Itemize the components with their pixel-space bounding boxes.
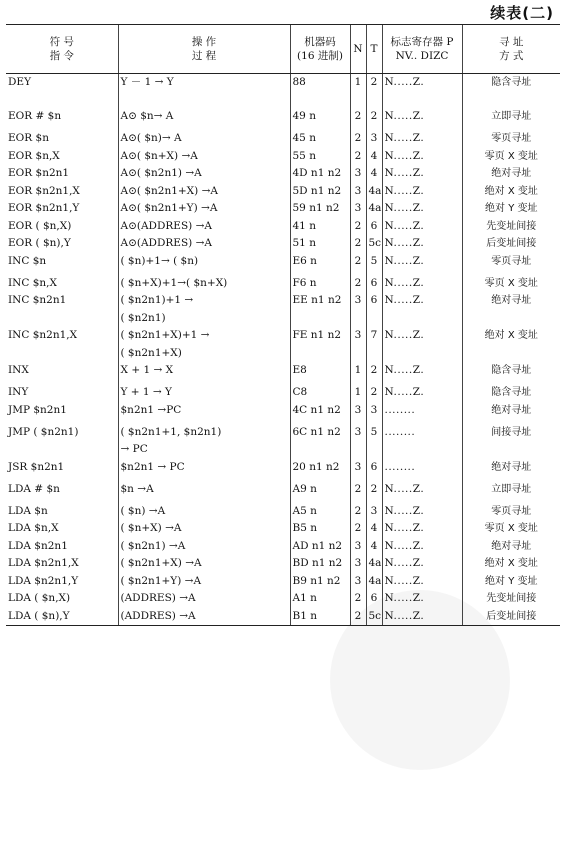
cell-bytes: 2 (350, 148, 366, 166)
table-row (6, 148, 560, 166)
cell-operation: A⊙( $n2n1) →A (118, 165, 290, 183)
table-row (6, 402, 560, 424)
cell-opcode: B1 n (290, 608, 350, 626)
cell-addressing-mode: 后变址间接 (462, 608, 560, 626)
table-row (6, 275, 560, 293)
table-row (6, 503, 560, 521)
cell-symbol: INY (8, 386, 29, 398)
table-row (6, 253, 560, 275)
cell-symbol: INC $n,X (8, 276, 57, 289)
cell-operation: Y + 1 → Y (118, 384, 290, 402)
cell-symbol: JMP $n2n1 (8, 403, 67, 416)
cell-bytes: 3 (350, 424, 366, 459)
header-operation: 操 作 过 程 (118, 25, 290, 74)
cell-addressing-mode: 零页寻址 (462, 130, 560, 148)
header-opcode: 机器码 (16 进制) (290, 25, 350, 74)
cell-symbol: LDA ( $n),Y (6, 608, 118, 626)
cell-symbol: EOR ( $n,X) (8, 219, 72, 232)
cell-addressing-mode: 先变址间接 (462, 590, 560, 608)
cell-symbol: EOR $n (8, 132, 49, 144)
table-row (6, 459, 560, 481)
cell-addressing-mode: 绝对寻址 (462, 402, 560, 424)
cell-cycles: 2 (366, 481, 382, 503)
cell-flags: N.....Z. (382, 590, 462, 608)
cell-flags: N.....Z. (382, 108, 462, 130)
cell-cycles: 3 (366, 402, 382, 424)
cell-cycles: 4a (366, 183, 382, 201)
cell-symbol: DEY (8, 76, 32, 88)
cell-addressing-mode: 绝对 X 变址 (462, 183, 560, 201)
cell-addressing-mode: 立即寻址 (462, 108, 560, 130)
cell-opcode: 5D n1 n2 (290, 183, 350, 201)
header-flags: 标志寄存器 P NV.. DIZC (382, 25, 462, 74)
table-row (6, 200, 560, 218)
cell-flags: N.....Z. (382, 292, 462, 327)
cell-operation: A⊙ $n→ A (118, 108, 290, 130)
table-row (6, 538, 560, 556)
cell-flags: N.....Z. (382, 130, 462, 148)
cell-operation: A⊙(ADDRES) →A (118, 218, 290, 236)
cell-bytes: 1 (350, 362, 366, 384)
continued-table-label: 续表(二) (490, 4, 554, 22)
cell-addressing-mode: 零页 X 变址 (462, 520, 560, 538)
table-row (6, 108, 560, 130)
table-row (6, 130, 560, 148)
cell-operation: ( $n2n1+X) →A (118, 555, 290, 573)
cell-operation: $n2n1 → PC (118, 459, 290, 481)
cell-flags: N.....Z. (382, 327, 462, 362)
cell-operation: ( $n2n1+Y) →A (118, 573, 290, 591)
cell-cycles: 4a (366, 573, 382, 591)
cell-symbol: INC $n2n1,X (8, 329, 78, 341)
cell-opcode: 49 n (290, 108, 350, 130)
cell-flags: N.....Z. (382, 573, 462, 591)
cell-symbol: INX (8, 364, 29, 376)
cell-opcode: 59 n1 n2 (290, 200, 350, 218)
cell-cycles: 6 (366, 590, 382, 608)
cell-opcode: FE n1 n2 (290, 327, 350, 362)
cell-bytes: 3 (350, 292, 366, 327)
cell-bytes: 2 (350, 253, 366, 275)
cell-cycles: 6 (366, 459, 382, 481)
cell-bytes: 2 (350, 218, 366, 236)
cell-bytes: 2 (350, 503, 366, 521)
cell-addressing-mode: 零页寻址 (462, 503, 560, 521)
table-row (6, 608, 560, 626)
cell-bytes: 3 (350, 183, 366, 201)
cell-operation: ( $n+X)+1→( $n+X) (118, 275, 290, 293)
cell-opcode: 20 n1 n2 (290, 459, 350, 481)
cell-symbol: LDA $n (8, 504, 48, 517)
cell-opcode: F6 n (290, 275, 350, 293)
header-t: T (366, 25, 382, 74)
cell-flags: ........ (382, 424, 462, 459)
cell-addressing-mode: 绝对 X 变址 (462, 555, 560, 573)
instruction-table (6, 24, 560, 626)
cell-opcode: 4D n1 n2 (290, 165, 350, 183)
cell-flags: N.....Z. (382, 218, 462, 236)
cell-opcode: 6C n1 n2 (290, 424, 350, 459)
cell-addressing-mode: 隐含寻址 (462, 362, 560, 384)
cell-addressing-mode: 零页 X 变址 (462, 148, 560, 166)
table-row (6, 74, 560, 109)
cell-operation: ( $n+X) →A (118, 520, 290, 538)
cell-opcode: 51 n (290, 235, 350, 253)
cell-addressing-mode: 立即寻址 (462, 481, 560, 503)
cell-flags: N.....Z. (382, 235, 462, 253)
table-row (6, 165, 560, 183)
cell-addressing-mode: 绝对寻址 (462, 292, 560, 327)
cell-opcode: 4C n1 n2 (290, 402, 350, 424)
cell-cycles: 2 (366, 384, 382, 402)
cell-symbol: INC $n2n1 (8, 294, 67, 306)
cell-cycles: 5c (366, 235, 382, 253)
cell-symbol: EOR $n2n1,X (8, 184, 80, 197)
cell-cycles: 7 (366, 327, 382, 362)
cell-symbol: EOR ( $n),Y (8, 237, 71, 249)
cell-bytes: 2 (350, 520, 366, 538)
table-row (6, 573, 560, 591)
cell-bytes: 3 (350, 200, 366, 218)
cell-bytes: 3 (350, 165, 366, 183)
cell-flags: ........ (382, 402, 462, 424)
cell-bytes: 3 (350, 555, 366, 573)
cell-symbol: JMP ( $n2n1) (8, 425, 79, 438)
cell-opcode: A5 n (290, 503, 350, 521)
cell-flags: N.....Z. (382, 481, 462, 503)
cell-operation: ( $n)+1→ ( $n) (118, 253, 290, 275)
cell-addressing-mode: 间接寻址 (462, 424, 560, 459)
table-row (6, 520, 560, 538)
cell-bytes: 2 (350, 108, 366, 130)
cell-bytes: 3 (350, 327, 366, 362)
cell-addressing-mode: 隐含寻址 (462, 74, 560, 109)
cell-cycles: 5 (366, 253, 382, 275)
cell-opcode: AD n1 n2 (290, 538, 350, 556)
table-row (6, 424, 560, 459)
table-row (6, 183, 560, 201)
header-symbol: 符 号 指 令 (6, 25, 118, 74)
cell-bytes: 2 (350, 130, 366, 148)
cell-addressing-mode: 绝对寻址 (462, 538, 560, 556)
table-row (6, 384, 560, 402)
cell-operation: Y － 1 → Y (118, 74, 290, 109)
cell-cycles: 2 (366, 108, 382, 130)
cell-flags: N.....Z. (382, 362, 462, 384)
cell-cycles: 4a (366, 200, 382, 218)
cell-bytes: 2 (350, 481, 366, 503)
header-n: N (350, 25, 366, 74)
cell-symbol: EOR $n2n1 (8, 167, 70, 179)
cell-operation: A⊙( $n)→ A (118, 130, 290, 148)
cell-bytes: 2 (350, 275, 366, 293)
table-row (6, 235, 560, 253)
cell-addressing-mode: 后变址间接 (462, 235, 560, 253)
cell-addressing-mode: 零页 X 变址 (462, 275, 560, 293)
cell-opcode: E8 (290, 362, 350, 384)
table-row (6, 555, 560, 573)
table-row (6, 327, 560, 362)
cell-cycles: 6 (366, 275, 382, 293)
cell-cycles: 2 (366, 362, 382, 384)
cell-cycles: 4 (366, 148, 382, 166)
cell-flags: N.....Z. (382, 165, 462, 183)
cell-operation: ( $n2n1)+1 → ( $n2n1) (118, 292, 290, 327)
cell-symbol: LDA $n2n1 (8, 539, 68, 552)
cell-flags: ........ (382, 459, 462, 481)
cell-operation: A⊙(ADDRES) →A (118, 235, 290, 253)
cell-cycles: 6 (366, 292, 382, 327)
table-row (6, 292, 560, 327)
cell-operation: (ADDRES) →A (118, 608, 290, 626)
table-row (6, 590, 560, 608)
cell-cycles: 4a (366, 555, 382, 573)
cell-operation: ( $n2n1+1, $n2n1) → PC (118, 424, 290, 459)
cell-operation: X + 1 → X (118, 362, 290, 384)
cell-bytes: 2 (350, 590, 366, 608)
cell-cycles: 4 (366, 538, 382, 556)
cell-operation: ( $n2n1+X)+1 → ( $n2n1+X) (118, 327, 290, 362)
cell-symbol: LDA ( $n,X) (8, 592, 71, 604)
cell-flags: N.....Z. (382, 538, 462, 556)
cell-cycles: 2 (366, 74, 382, 109)
cell-bytes: 2 (350, 608, 366, 626)
cell-operation: ( $n) →A (118, 503, 290, 521)
cell-addressing-mode: 绝对寻址 (462, 165, 560, 183)
cell-symbol: EOR # $n (8, 110, 62, 122)
cell-opcode: BD n1 n2 (290, 555, 350, 573)
table-row (6, 362, 560, 384)
cell-opcode: B5 n (290, 520, 350, 538)
cell-flags: N.....Z. (382, 148, 462, 166)
cell-addressing-mode: 绝对 Y 变址 (462, 573, 560, 591)
cell-addressing-mode: 绝对 Y 变址 (462, 200, 560, 218)
cell-opcode: 88 (290, 74, 350, 109)
cell-bytes: 1 (350, 384, 366, 402)
cell-cycles: 5 (366, 424, 382, 459)
cell-flags: N.....Z. (382, 608, 462, 626)
cell-opcode: A9 n (290, 481, 350, 503)
cell-opcode: E6 n (290, 253, 350, 275)
cell-bytes: 3 (350, 538, 366, 556)
cell-cycles: 4 (366, 520, 382, 538)
cell-addressing-mode: 零页寻址 (462, 253, 560, 275)
cell-operation: $n2n1 →PC (118, 402, 290, 424)
cell-symbol: EOR $n,X (8, 149, 60, 162)
cell-addressing-mode: 先变址间接 (462, 218, 560, 236)
cell-operation: A⊙( $n2n1+Y) →A (118, 200, 290, 218)
table-row (6, 218, 560, 236)
cell-opcode: 45 n (290, 130, 350, 148)
cell-operation: A⊙( $n2n1+X) →A (118, 183, 290, 201)
cell-flags: N.....Z. (382, 555, 462, 573)
cell-bytes: 1 (350, 74, 366, 109)
cell-cycles: 3 (366, 130, 382, 148)
cell-flags: N.....Z. (382, 183, 462, 201)
cell-operation: $n →A (118, 481, 290, 503)
cell-flags: N.....Z. (382, 74, 462, 109)
cell-opcode: 55 n (290, 148, 350, 166)
cell-addressing-mode: 隐含寻址 (462, 384, 560, 402)
cell-cycles: 4 (366, 165, 382, 183)
cell-symbol: LDA $n,X (8, 522, 59, 534)
cell-symbol: LDA $n2n1,X (8, 557, 79, 569)
cell-cycles: 6 (366, 218, 382, 236)
cell-opcode: 41 n (290, 218, 350, 236)
cell-opcode: A1 n (290, 590, 350, 608)
cell-opcode: EE n1 n2 (290, 292, 350, 327)
cell-flags: N.....Z. (382, 503, 462, 521)
table-row (6, 481, 560, 503)
cell-flags: N.....Z. (382, 384, 462, 402)
cell-flags: N.....Z. (382, 200, 462, 218)
cell-addressing-mode: 绝对寻址 (462, 459, 560, 481)
cell-symbol: EOR $n2n1,Y (8, 202, 80, 214)
cell-flags: N.....Z. (382, 253, 462, 275)
cell-symbol: INC $n (8, 254, 47, 267)
cell-symbol: LDA $n2n1,Y (8, 574, 79, 587)
cell-symbol: LDA # $n (8, 482, 60, 495)
cell-cycles: 3 (366, 503, 382, 521)
cell-addressing-mode: 绝对 X 变址 (462, 327, 560, 362)
cell-flags: N.....Z. (382, 520, 462, 538)
cell-bytes: 3 (350, 459, 366, 481)
header-addressing: 寻 址 方 式 (462, 25, 560, 74)
cell-operation: A⊙( $n+X) →A (118, 148, 290, 166)
cell-flags: N.....Z. (382, 275, 462, 293)
cell-opcode: C8 (290, 384, 350, 402)
cell-opcode: B9 n1 n2 (290, 573, 350, 591)
cell-bytes: 3 (350, 573, 366, 591)
cell-operation: ( $n2n1) →A (118, 538, 290, 556)
cell-operation: (ADDRES) →A (118, 590, 290, 608)
cell-bytes: 2 (350, 235, 366, 253)
cell-symbol: JSR $n2n1 (8, 460, 65, 473)
cell-bytes: 3 (350, 402, 366, 424)
table-header-row (6, 25, 560, 74)
cell-cycles: 5c (366, 608, 382, 626)
